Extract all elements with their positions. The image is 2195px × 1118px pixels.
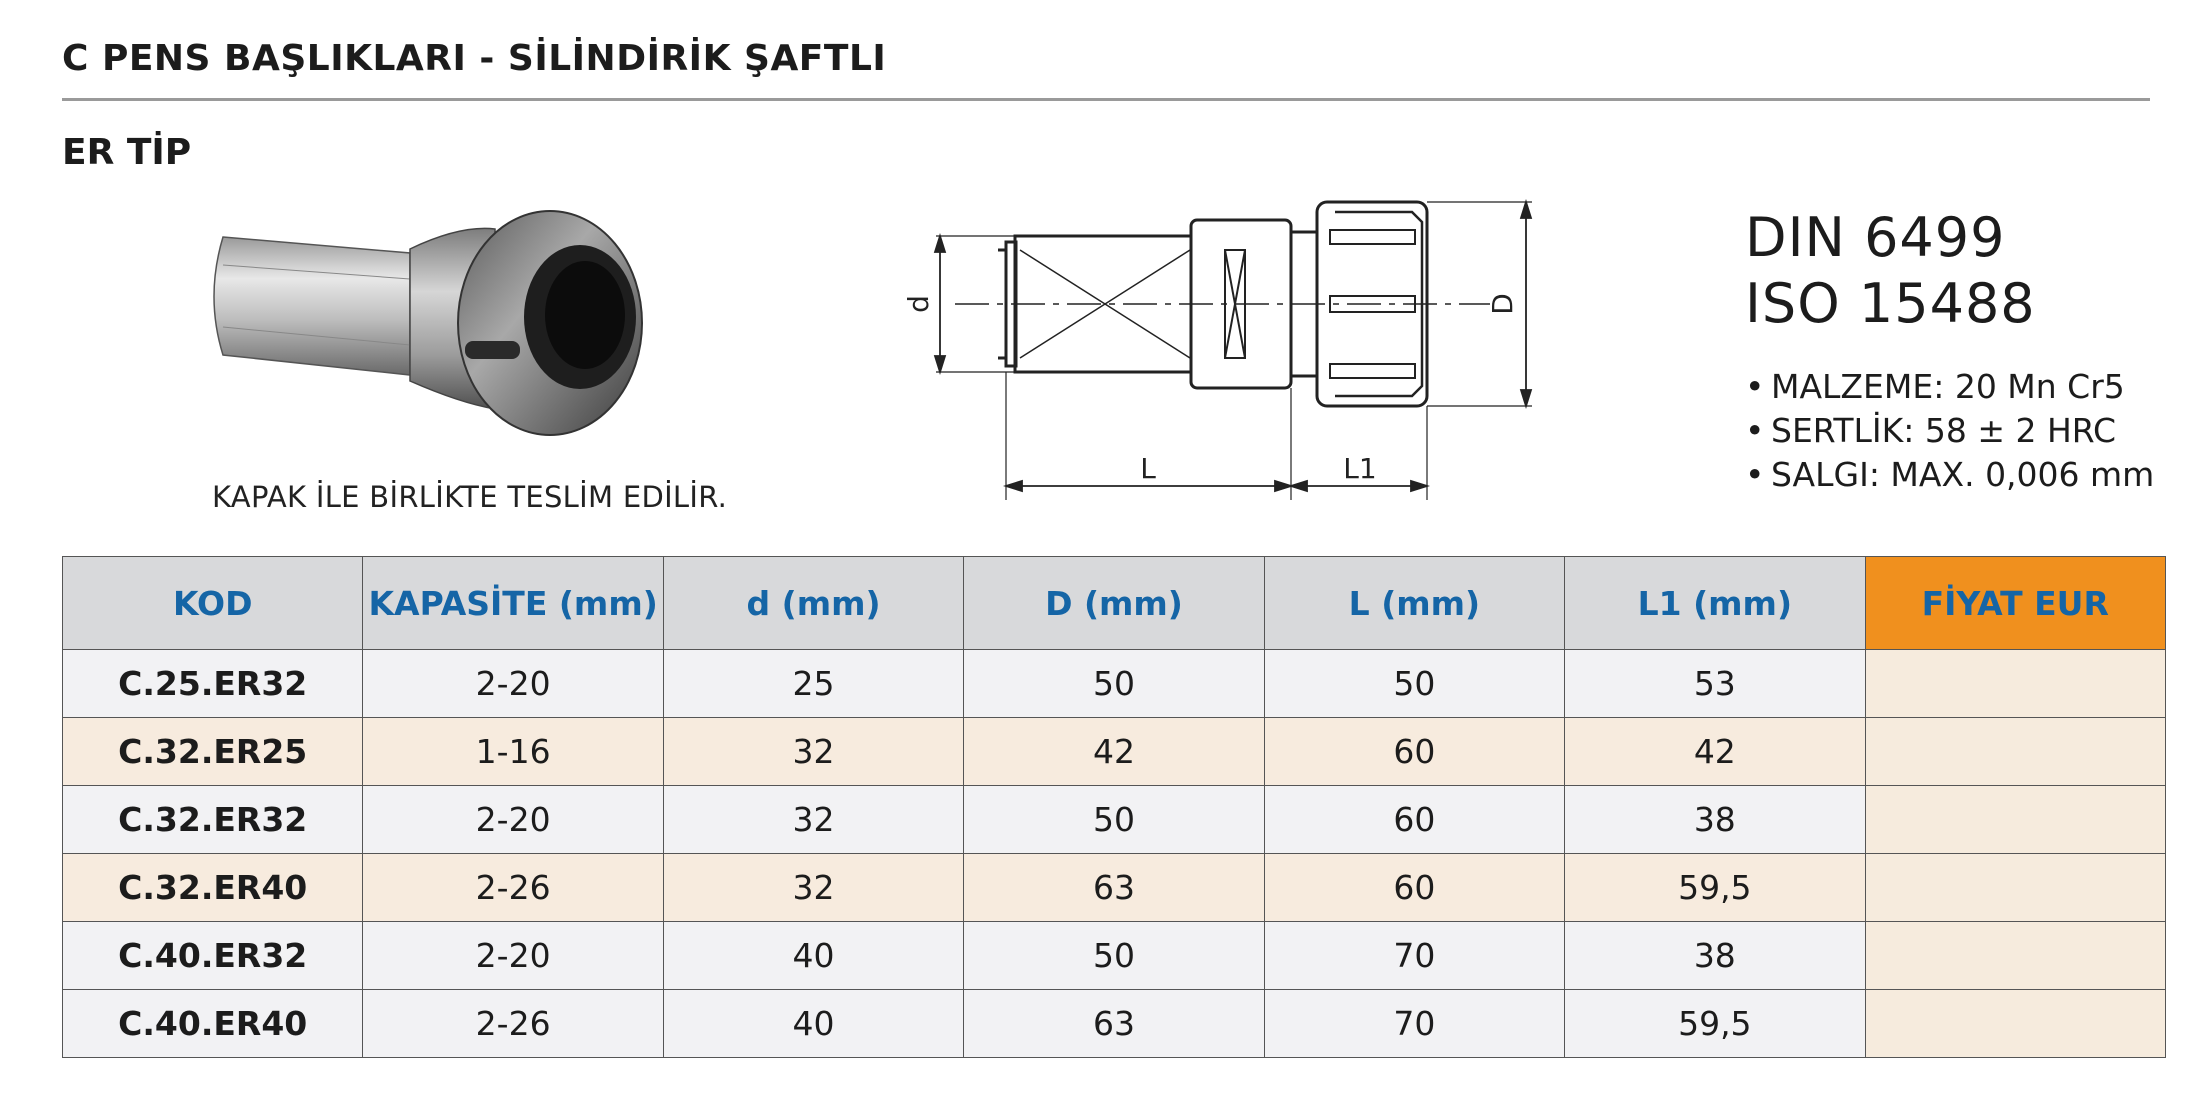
dim-label-L1: L1 (1343, 452, 1377, 485)
bullet-icon: • (1745, 455, 1765, 494)
title-divider (62, 98, 2150, 101)
cell-code: C.25.ER32 (63, 650, 363, 718)
cell-L1: 59,5 (1565, 854, 1865, 922)
technical-drawing (900, 190, 1640, 510)
cell-L: 70 (1264, 990, 1564, 1058)
collet-chuck-photo (205, 205, 645, 455)
cell-price (1865, 854, 2165, 922)
cell-price (1865, 718, 2165, 786)
page-title: C PENS BAŞLIKLARI - SİLİNDİRİK ŞAFTLI (62, 38, 887, 79)
cell-capacity: 2-20 (363, 786, 663, 854)
spec-runout: SALGI: MAX. 0,006 mm (1771, 455, 2155, 494)
cell-L1: 59,5 (1565, 990, 1865, 1058)
cell-d: 40 (663, 922, 963, 990)
bullet-icon: • (1745, 411, 1765, 450)
cell-D: 42 (964, 718, 1264, 786)
cell-L1: 38 (1565, 922, 1865, 990)
cell-capacity: 2-26 (363, 854, 663, 922)
cell-D: 50 (964, 922, 1264, 990)
cell-capacity: 2-20 (363, 922, 663, 990)
header-L1: L1 (mm) (1565, 557, 1865, 650)
table-row (63, 990, 2166, 1058)
cell-L: 60 (1264, 854, 1564, 922)
cell-code: C.40.ER40 (63, 990, 363, 1058)
dim-label-L: L (1140, 452, 1156, 485)
spec-item (1745, 453, 2154, 497)
section-title: ER TİP (62, 132, 192, 173)
spec-material: MALZEME: 20 Mn Cr5 (1771, 367, 2125, 406)
cell-capacity: 1-16 (363, 718, 663, 786)
cell-D: 63 (964, 990, 1264, 1058)
cell-d: 32 (663, 718, 963, 786)
cell-L1: 53 (1565, 650, 1865, 718)
cell-L: 70 (1264, 922, 1564, 990)
table-row (63, 650, 2166, 718)
table-header-row (63, 557, 2166, 650)
header-kapasite: KAPASİTE (mm) (363, 557, 663, 650)
cell-price (1865, 922, 2165, 990)
header-d: d (mm) (663, 557, 963, 650)
bullet-icon: • (1745, 367, 1765, 406)
standards-block (1745, 205, 2036, 337)
cell-L1: 42 (1565, 718, 1865, 786)
cell-D: 50 (964, 650, 1264, 718)
cell-code: C.32.ER40 (63, 854, 363, 922)
spec-item (1745, 409, 2154, 453)
cell-d: 25 (663, 650, 963, 718)
spec-item (1745, 365, 2154, 409)
standard-din: DIN 6499 (1745, 206, 2006, 269)
cell-code: C.32.ER25 (63, 718, 363, 786)
table-row (63, 718, 2166, 786)
cell-D: 63 (964, 854, 1264, 922)
product-table (62, 556, 2166, 1058)
cell-D: 50 (964, 786, 1264, 854)
table-row (63, 786, 2166, 854)
cell-L: 60 (1264, 786, 1564, 854)
cell-code: C.32.ER32 (63, 786, 363, 854)
cell-capacity: 2-20 (363, 650, 663, 718)
cell-price (1865, 990, 2165, 1058)
photo-caption: KAPAK İLE BİRLİKTE TESLİM EDİLİR. (212, 480, 728, 514)
spec-hardness: SERTLİK: 58 ± 2 HRC (1771, 411, 2117, 450)
table-row (63, 922, 2166, 990)
table-row (63, 854, 2166, 922)
dim-label-D: D (1486, 293, 1519, 315)
cell-price (1865, 650, 2165, 718)
cell-d: 40 (663, 990, 963, 1058)
header-price: FİYAT EUR (1865, 557, 2165, 650)
cell-d: 32 (663, 786, 963, 854)
dim-label-d: d (902, 295, 935, 313)
header-kod: KOD (63, 557, 363, 650)
header-D: D (mm) (964, 557, 1264, 650)
cell-capacity: 2-26 (363, 990, 663, 1058)
cell-d: 32 (663, 854, 963, 922)
header-L: L (mm) (1264, 557, 1564, 650)
cell-L: 60 (1264, 718, 1564, 786)
standard-iso: ISO 15488 (1745, 272, 2036, 335)
cell-code: C.40.ER32 (63, 922, 363, 990)
cell-L1: 38 (1565, 786, 1865, 854)
cell-L: 50 (1264, 650, 1564, 718)
spec-list (1745, 365, 2154, 497)
cell-price (1865, 786, 2165, 854)
